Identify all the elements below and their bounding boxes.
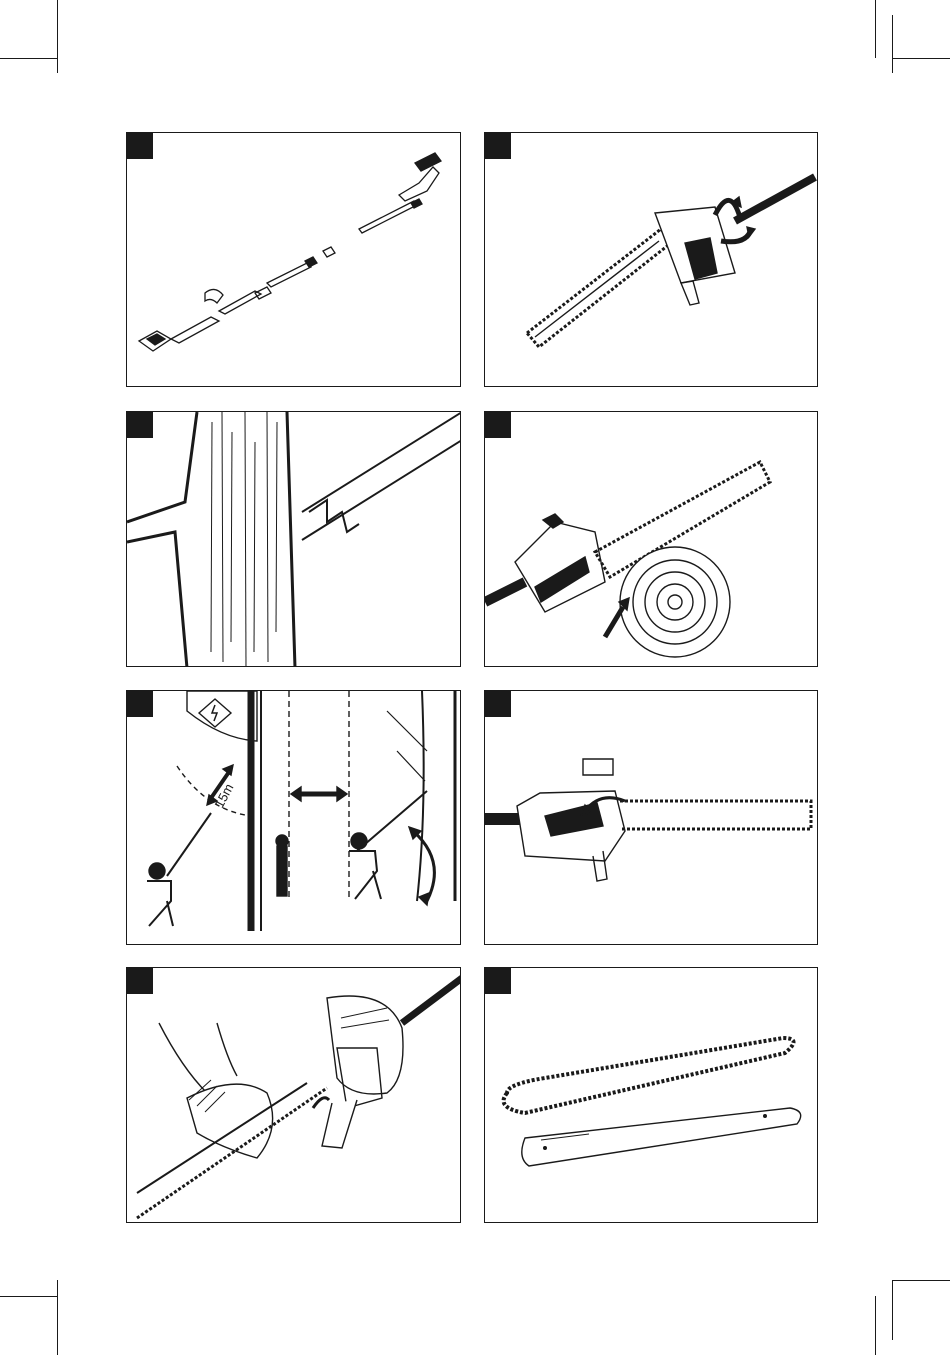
crop-mark bbox=[0, 1296, 57, 1297]
crop-mark bbox=[57, 0, 58, 73]
gloved-hands-illustration bbox=[127, 968, 461, 1223]
distance-label: 15m bbox=[211, 781, 237, 811]
panel-1-assembly bbox=[126, 132, 461, 387]
pole-saw-parts-illustration bbox=[127, 133, 461, 387]
panel-6-cover-rotation bbox=[484, 690, 818, 945]
chain-and-bar-illustration bbox=[485, 968, 818, 1223]
log-cut-illustration bbox=[485, 412, 818, 667]
crop-mark bbox=[875, 0, 876, 58]
crop-mark bbox=[0, 58, 57, 59]
panel-4-bucking-spike bbox=[484, 411, 818, 667]
crop-mark bbox=[892, 15, 893, 73]
panel-7-gloved-install bbox=[126, 967, 461, 1223]
crop-mark bbox=[57, 1280, 58, 1355]
crop-mark bbox=[892, 58, 950, 59]
tension-knob-illustration bbox=[485, 133, 818, 387]
panel-5-safety-distance bbox=[126, 690, 461, 945]
crop-mark bbox=[875, 1296, 876, 1355]
crop-mark bbox=[892, 1280, 893, 1340]
power-line-safety-illustration bbox=[127, 691, 461, 945]
tree-trunk-illustration bbox=[127, 412, 461, 667]
panel-3-branch-cut bbox=[126, 411, 461, 667]
panel-2-tension-knob bbox=[484, 132, 818, 387]
panel-8-chain-and-bar bbox=[484, 967, 818, 1223]
saw-head-side-illustration bbox=[485, 691, 818, 945]
crop-mark bbox=[892, 1280, 950, 1281]
